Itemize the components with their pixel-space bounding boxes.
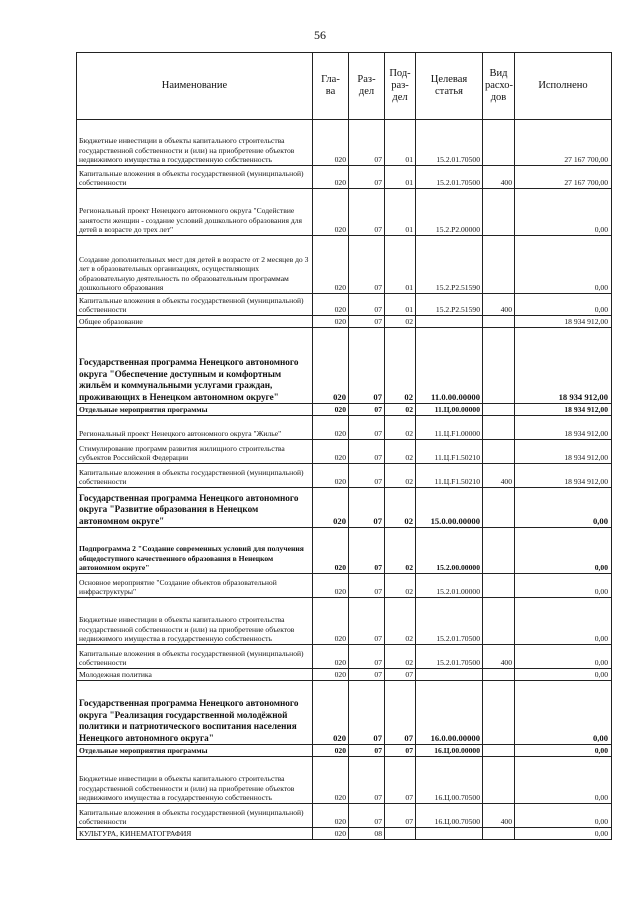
row-name: Отдельные мероприятия программы: [77, 404, 313, 416]
row-podrazdel: 07: [385, 669, 416, 681]
row-razdel: 07: [349, 645, 385, 669]
table-row: [77, 828, 612, 840]
row-vid: 400: [483, 166, 515, 189]
table-row: [77, 669, 612, 681]
header-line: Вид: [489, 68, 508, 79]
row-razdel: 07: [349, 464, 385, 488]
row-podrazdel: 07: [385, 681, 416, 745]
row-glava: 020: [313, 440, 349, 464]
table-row: [77, 681, 612, 745]
row-glava: 020: [313, 166, 349, 189]
header-line: Под-: [389, 68, 411, 79]
row-name: Молодежная политика: [77, 669, 313, 681]
row-glava: 020: [313, 464, 349, 488]
row-ispolneno: 0,00: [515, 828, 612, 840]
row-celevaya: 15.2.01.70500: [416, 166, 483, 189]
table-row: [77, 404, 612, 416]
row-glava: 020: [313, 745, 349, 757]
row-podrazdel: 01: [385, 189, 416, 236]
row-podrazdel: 01: [385, 166, 416, 189]
row-vid: [483, 189, 515, 236]
table-row: [77, 598, 612, 645]
row-vid: 400: [483, 804, 515, 828]
row-celevaya: [416, 669, 483, 681]
header-line: дов: [490, 92, 507, 103]
row-razdel: 07: [349, 528, 385, 574]
row-glava: 020: [313, 669, 349, 681]
row-glava: 020: [313, 236, 349, 294]
row-name: Региональный проект Ненецкого автономного округа "Содействие занятости женщин - создание условий дошкольного образования для детей в возрасте до трех лет": [77, 189, 313, 236]
row-celevaya: 16.Ц.00.70500: [416, 757, 483, 804]
row-celevaya: 15.2.Р2.51590: [416, 236, 483, 294]
row-podrazdel: 02: [385, 528, 416, 574]
row-celevaya: 11.0.00.00000: [416, 328, 483, 404]
col-vid-header: [483, 53, 515, 120]
row-vid: [483, 669, 515, 681]
row-ispolneno: 18 934 912,00: [515, 316, 612, 328]
row-vid: [483, 574, 515, 598]
row-vid: [483, 440, 515, 464]
row-glava: 020: [313, 328, 349, 404]
header-line: расхо-: [485, 80, 514, 91]
row-name: Бюджетные инвестиции в объекты капитального строительства государственной собственности и (или) на приобретение объектов недвижимого имущества в государственную собственность: [77, 120, 313, 166]
page-number: 56: [314, 28, 326, 42]
row-name: Государственная программа Ненецкого автономного округа "Реализация государственной молодёжной политики и патриотического воспитания населения Ненецкого автономного округа": [77, 681, 313, 745]
header-line: Целевая: [430, 74, 468, 85]
table-row: [77, 328, 612, 404]
row-ispolneno: 0,00: [515, 294, 612, 316]
row-razdel: 07: [349, 488, 385, 528]
row-glava: 020: [313, 316, 349, 328]
table-header: [77, 53, 612, 120]
row-podrazdel: 02: [385, 488, 416, 528]
row-name: Капитальные вложения в объекты государственной (муниципальной) собственности: [77, 464, 313, 488]
row-vid: [483, 681, 515, 745]
row-podrazdel: 02: [385, 404, 416, 416]
row-razdel: 07: [349, 440, 385, 464]
row-name: Капитальные вложения в объекты государственной (муниципальной) собственности: [77, 166, 313, 189]
row-celevaya: 11.Ц.F1.50210: [416, 464, 483, 488]
table-row: [77, 294, 612, 316]
col-celevaya-header: [416, 53, 483, 120]
row-ispolneno: 0,00: [515, 574, 612, 598]
row-podrazdel: 02: [385, 416, 416, 440]
row-name: Капитальные вложения в объекты государственной (муниципальной) собственности: [77, 804, 313, 828]
row-celevaya: 16.Ц.00.70500: [416, 804, 483, 828]
row-vid: 400: [483, 464, 515, 488]
row-name: Государственная программа Ненецкого автономного округа "Развитие образования в Ненецком автономном округе": [77, 488, 313, 528]
row-name: Региональный проект Ненецкого автономного округа "Жилье": [77, 416, 313, 440]
row-celevaya: 11.Ц.F1.50210: [416, 440, 483, 464]
row-podrazdel: 01: [385, 120, 416, 166]
table-row: [77, 745, 612, 757]
row-vid: [483, 528, 515, 574]
row-ispolneno: 27 167 700,00: [515, 166, 612, 189]
row-ispolneno: 18 934 912,00: [515, 416, 612, 440]
row-glava: 020: [313, 645, 349, 669]
row-vid: [483, 120, 515, 166]
table-row: [77, 440, 612, 464]
table-body: [77, 120, 612, 840]
row-ispolneno: 0,00: [515, 681, 612, 745]
row-razdel: 07: [349, 294, 385, 316]
row-celevaya: [416, 828, 483, 840]
row-name: Бюджетные инвестиции в объекты капитального строительства государственной собственности и (или) на приобретение объектов недвижимого имущества в государственную собственность: [77, 757, 313, 804]
row-razdel: 07: [349, 328, 385, 404]
row-name: Отдельные мероприятия программы: [77, 745, 313, 757]
header-line: дел: [358, 86, 375, 97]
row-ispolneno: 27 167 700,00: [515, 120, 612, 166]
header-line: ва: [325, 86, 336, 97]
row-vid: [483, 316, 515, 328]
row-vid: 400: [483, 294, 515, 316]
col-glava-header: [313, 53, 349, 120]
table-row: [77, 574, 612, 598]
row-glava: 020: [313, 681, 349, 745]
row-glava: 020: [313, 574, 349, 598]
row-glava: 020: [313, 828, 349, 840]
row-razdel: 08: [349, 828, 385, 840]
col-podrazdel-header: [385, 53, 416, 120]
row-ispolneno: 0,00: [515, 236, 612, 294]
row-name: Капитальные вложения в объекты государственной (муниципальной) собственности: [77, 645, 313, 669]
row-podrazdel: 02: [385, 574, 416, 598]
row-glava: 020: [313, 804, 349, 828]
row-name: Капитальные вложения в объекты государственной (муниципальной) собственности: [77, 294, 313, 316]
row-razdel: 07: [349, 745, 385, 757]
row-name: Создание дополнительных мест для детей в возрасте от 2 месяцев до 3 лет в образовательных организациях, осуществляющих образовательную деятельность по образовательным программам дошкольного образования: [77, 236, 313, 294]
row-celevaya: 15.2.01.70500: [416, 120, 483, 166]
row-ispolneno: 0,00: [515, 528, 612, 574]
row-razdel: 07: [349, 757, 385, 804]
row-ispolneno: 0,00: [515, 669, 612, 681]
row-celevaya: 11.Ц.F1.00000: [416, 416, 483, 440]
row-podrazdel: 02: [385, 328, 416, 404]
row-celevaya: 11.Ц.00.00000: [416, 404, 483, 416]
row-name: Стимулирование программ развития жилищного строительства субъектов Российской Федерации: [77, 440, 313, 464]
row-ispolneno: 0,00: [515, 745, 612, 757]
row-glava: 020: [313, 189, 349, 236]
row-vid: [483, 404, 515, 416]
row-ispolneno: 18 934 912,00: [515, 440, 612, 464]
header-line: статья: [435, 86, 463, 97]
row-vid: 400: [483, 645, 515, 669]
row-celevaya: 15.2.01.70500: [416, 645, 483, 669]
row-vid: [483, 236, 515, 294]
table-row: [77, 645, 612, 669]
table-row: [77, 236, 612, 294]
row-podrazdel: 02: [385, 316, 416, 328]
row-glava: 020: [313, 528, 349, 574]
table-row: [77, 416, 612, 440]
row-ispolneno: 0,00: [515, 189, 612, 236]
row-ispolneno: 0,00: [515, 645, 612, 669]
row-razdel: 07: [349, 189, 385, 236]
row-podrazdel: 07: [385, 757, 416, 804]
row-glava: 020: [313, 488, 349, 528]
row-vid: [483, 416, 515, 440]
row-razdel: 07: [349, 598, 385, 645]
row-celevaya: 15.2.00.00000: [416, 528, 483, 574]
row-razdel: 07: [349, 166, 385, 189]
row-celevaya: [416, 316, 483, 328]
row-razdel: 07: [349, 574, 385, 598]
row-vid: [483, 757, 515, 804]
table-row: [77, 316, 612, 328]
row-razdel: 07: [349, 120, 385, 166]
row-glava: 020: [313, 120, 349, 166]
table-row: [77, 528, 612, 574]
table-row: [77, 464, 612, 488]
header-line: Исполнено: [538, 80, 588, 91]
row-ispolneno: 0,00: [515, 488, 612, 528]
row-podrazdel: 01: [385, 294, 416, 316]
row-glava: 020: [313, 757, 349, 804]
row-podrazdel: 07: [385, 804, 416, 828]
row-celevaya: 16.0.00.00000: [416, 681, 483, 745]
row-vid: [483, 598, 515, 645]
row-celevaya: 15.2.01.00000: [416, 574, 483, 598]
row-ispolneno: 18 934 912,00: [515, 404, 612, 416]
row-glava: 020: [313, 404, 349, 416]
row-razdel: 07: [349, 804, 385, 828]
header-line: Гла-: [321, 74, 340, 85]
row-ispolneno: 0,00: [515, 757, 612, 804]
row-vid: [483, 828, 515, 840]
row-glava: 020: [313, 294, 349, 316]
row-podrazdel: 07: [385, 745, 416, 757]
table-row: [77, 804, 612, 828]
table-row: [77, 166, 612, 189]
row-podrazdel: 02: [385, 464, 416, 488]
row-name: Бюджетные инвестиции в объекты капитального строительства государственной собственности и (или) на приобретение объектов недвижимого имущества в государственную собственность: [77, 598, 313, 645]
row-ispolneno: 0,00: [515, 804, 612, 828]
row-ispolneno: 0,00: [515, 598, 612, 645]
budget-table: [76, 52, 612, 840]
col-ispolneno-header: [515, 53, 612, 120]
table-row: [77, 120, 612, 166]
table-row: [77, 757, 612, 804]
row-glava: 020: [313, 598, 349, 645]
row-razdel: 07: [349, 669, 385, 681]
header-line: Раз-: [357, 74, 376, 85]
row-podrazdel: 02: [385, 440, 416, 464]
row-vid: [483, 745, 515, 757]
row-name: Общее образование: [77, 316, 313, 328]
row-ispolneno: 18 934 912,00: [515, 328, 612, 404]
row-razdel: 07: [349, 236, 385, 294]
row-celevaya: 16.Ц.00.00000: [416, 745, 483, 757]
table-row: [77, 488, 612, 528]
row-razdel: 07: [349, 316, 385, 328]
row-name: Подпрограмма 2 "Создание современных условий для получения общедоступного качественного образования в Ненецком автономном округе": [77, 528, 313, 574]
row-podrazdel: [385, 828, 416, 840]
row-razdel: 07: [349, 416, 385, 440]
row-razdel: 07: [349, 404, 385, 416]
row-podrazdel: 01: [385, 236, 416, 294]
row-razdel: 07: [349, 681, 385, 745]
row-celevaya: 15.2.Р2.51590: [416, 294, 483, 316]
row-name: КУЛЬТУРА, КИНЕМАТОГРАФИЯ: [77, 828, 313, 840]
row-podrazdel: 02: [385, 645, 416, 669]
row-ispolneno: 18 934 912,00: [515, 464, 612, 488]
header-line: Наименование: [161, 80, 228, 91]
row-name: Государственная программа Ненецкого автономного округа "Обеспечение доступным и комфортным жильём и коммунальными услугами граждан, проживающих в Ненецком автономном округе": [77, 328, 313, 404]
row-podrazdel: 02: [385, 598, 416, 645]
col-razdel-header: [349, 53, 385, 120]
table-row: [77, 189, 612, 236]
row-vid: [483, 328, 515, 404]
row-vid: [483, 488, 515, 528]
header-line: раз-: [391, 80, 409, 91]
header-line: дел: [392, 92, 408, 103]
row-name: Основное мероприятие "Создание объектов образовательной инфраструктуры": [77, 574, 313, 598]
row-celevaya: 15.0.00.00000: [416, 488, 483, 528]
row-celevaya: 15.2.01.70500: [416, 598, 483, 645]
col-name-header: [77, 53, 313, 120]
row-celevaya: 15.2.Р2.00000: [416, 189, 483, 236]
row-glava: 020: [313, 416, 349, 440]
